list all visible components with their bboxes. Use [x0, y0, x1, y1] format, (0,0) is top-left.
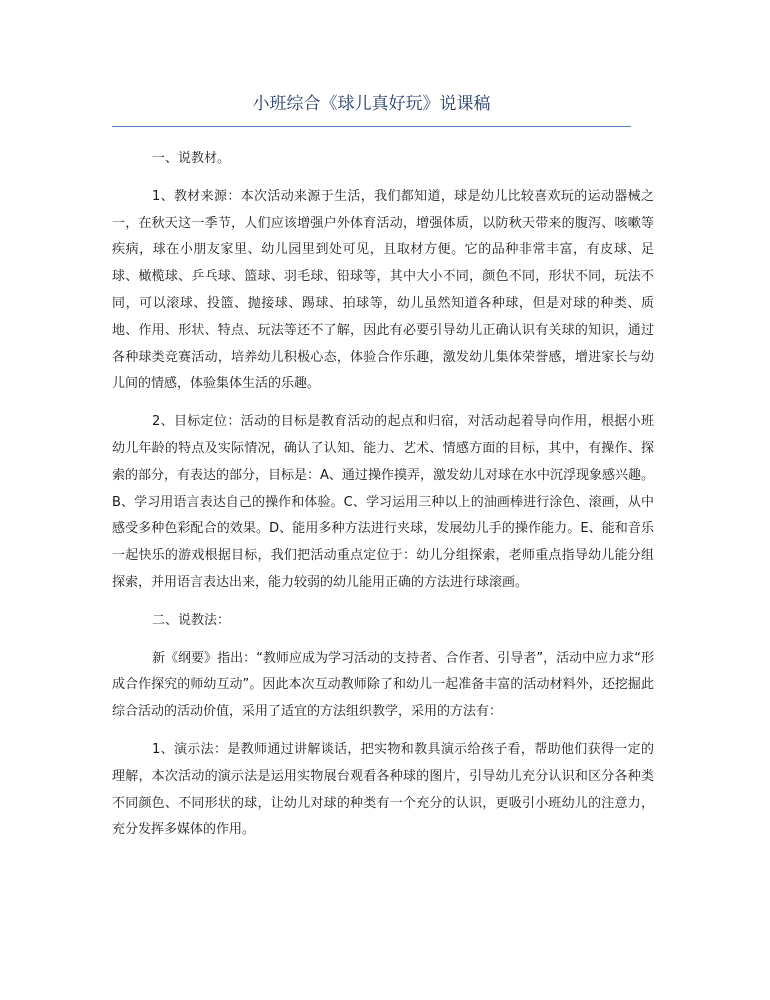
- paragraph-guideline-quote: 新《纲要》指出：“教师应成为学习活动的支持者、合作者、引导者”，活动中应力求“形成合作探究的师幼互动”。因此本次互动教师除了和幼儿一起准备丰富的活动材料外，还挖掘此综合活动的活动价值，采用了适宜的方法组织教学，采用的方法有：: [112, 650, 654, 720]
- paragraph-material-source: 1、教材来源：本次活动来源于生活，我们都知道，球是幼儿比较喜欢玩的运动器械之一，在秋天这一季节，人们应该增强户外体育活动，增强体质，以防秋天带来的腹泻、咳嗽等疾病，球在小朋友家里、幼儿园里到处可见，且取材方便。它的品种非常丰富，有皮球、足球、橄榄球、乒乓球、篮球、羽毛球、铅球等，其中大小不同，颜色不同，形状不同，玩法不同，可以滚球、投篮、抛接球、踢球、拍球等，幼儿虽然知道各种球，但是对球的种类、质地、作用、形状、特点、玩法等还不了解，因此有必要引导幼儿正确认识有关球的知识，通过各种球类竞赛活动，培养幼儿积极心态，体验合作乐趣，激发幼儿集体荣誉感，增进家长与幼儿间的情感，体验集体生活的乐趣。: [112, 188, 654, 392]
- paragraph-demonstration-method: 1、演示法：是教师通过讲解谈话，把实物和教具演示给孩子看，帮助他们获得一定的理解，本次活动的演示法是运用实物展台观看各种球的图片，引导幼儿充分认识和区分各种类不同颜色、不同形状的球，让幼儿对球的种类有一个充分的认识，更吸引小班幼儿的注意力，充分发挥多媒体的作用。: [112, 741, 654, 838]
- section-heading-teaching-method: 二、说教法：: [152, 612, 231, 628]
- section-heading-textbook: 一、说教材。: [152, 151, 231, 166]
- title-underline: [112, 126, 631, 127]
- document-title: 小班综合《球儿真好玩》说课稿: [252, 94, 491, 114]
- paragraph-goal-positioning: 2、目标定位：活动的目标是教育活动的起点和归宿，对活动起着导向作用，根据小班幼儿年龄的特点及实际情况，确认了认知、能力、艺术、情感方面的目标，其中，有操作、探索的部分，有表达的部分，目标是：A、通过操作摸弄，激发幼儿对球在水中沉浮现象感兴趣。B、学习用语言表达自己的操作和体验。C、学习运用三种以上的油画棒进行涂色、滚画，从中感受多种色彩配合的效果。D、能用多种方法进行夹球，发展幼儿手的操作能力。E、能和音乐一起快乐的游戏根据目标，我们把活动重点定位于：幼儿分组探索，老师重点指导幼儿能分组探索，并用语言表达出来，能力较弱的幼儿能用正确的方法进行球滚画。: [112, 414, 654, 590]
- document-body: [112, 146, 654, 855]
